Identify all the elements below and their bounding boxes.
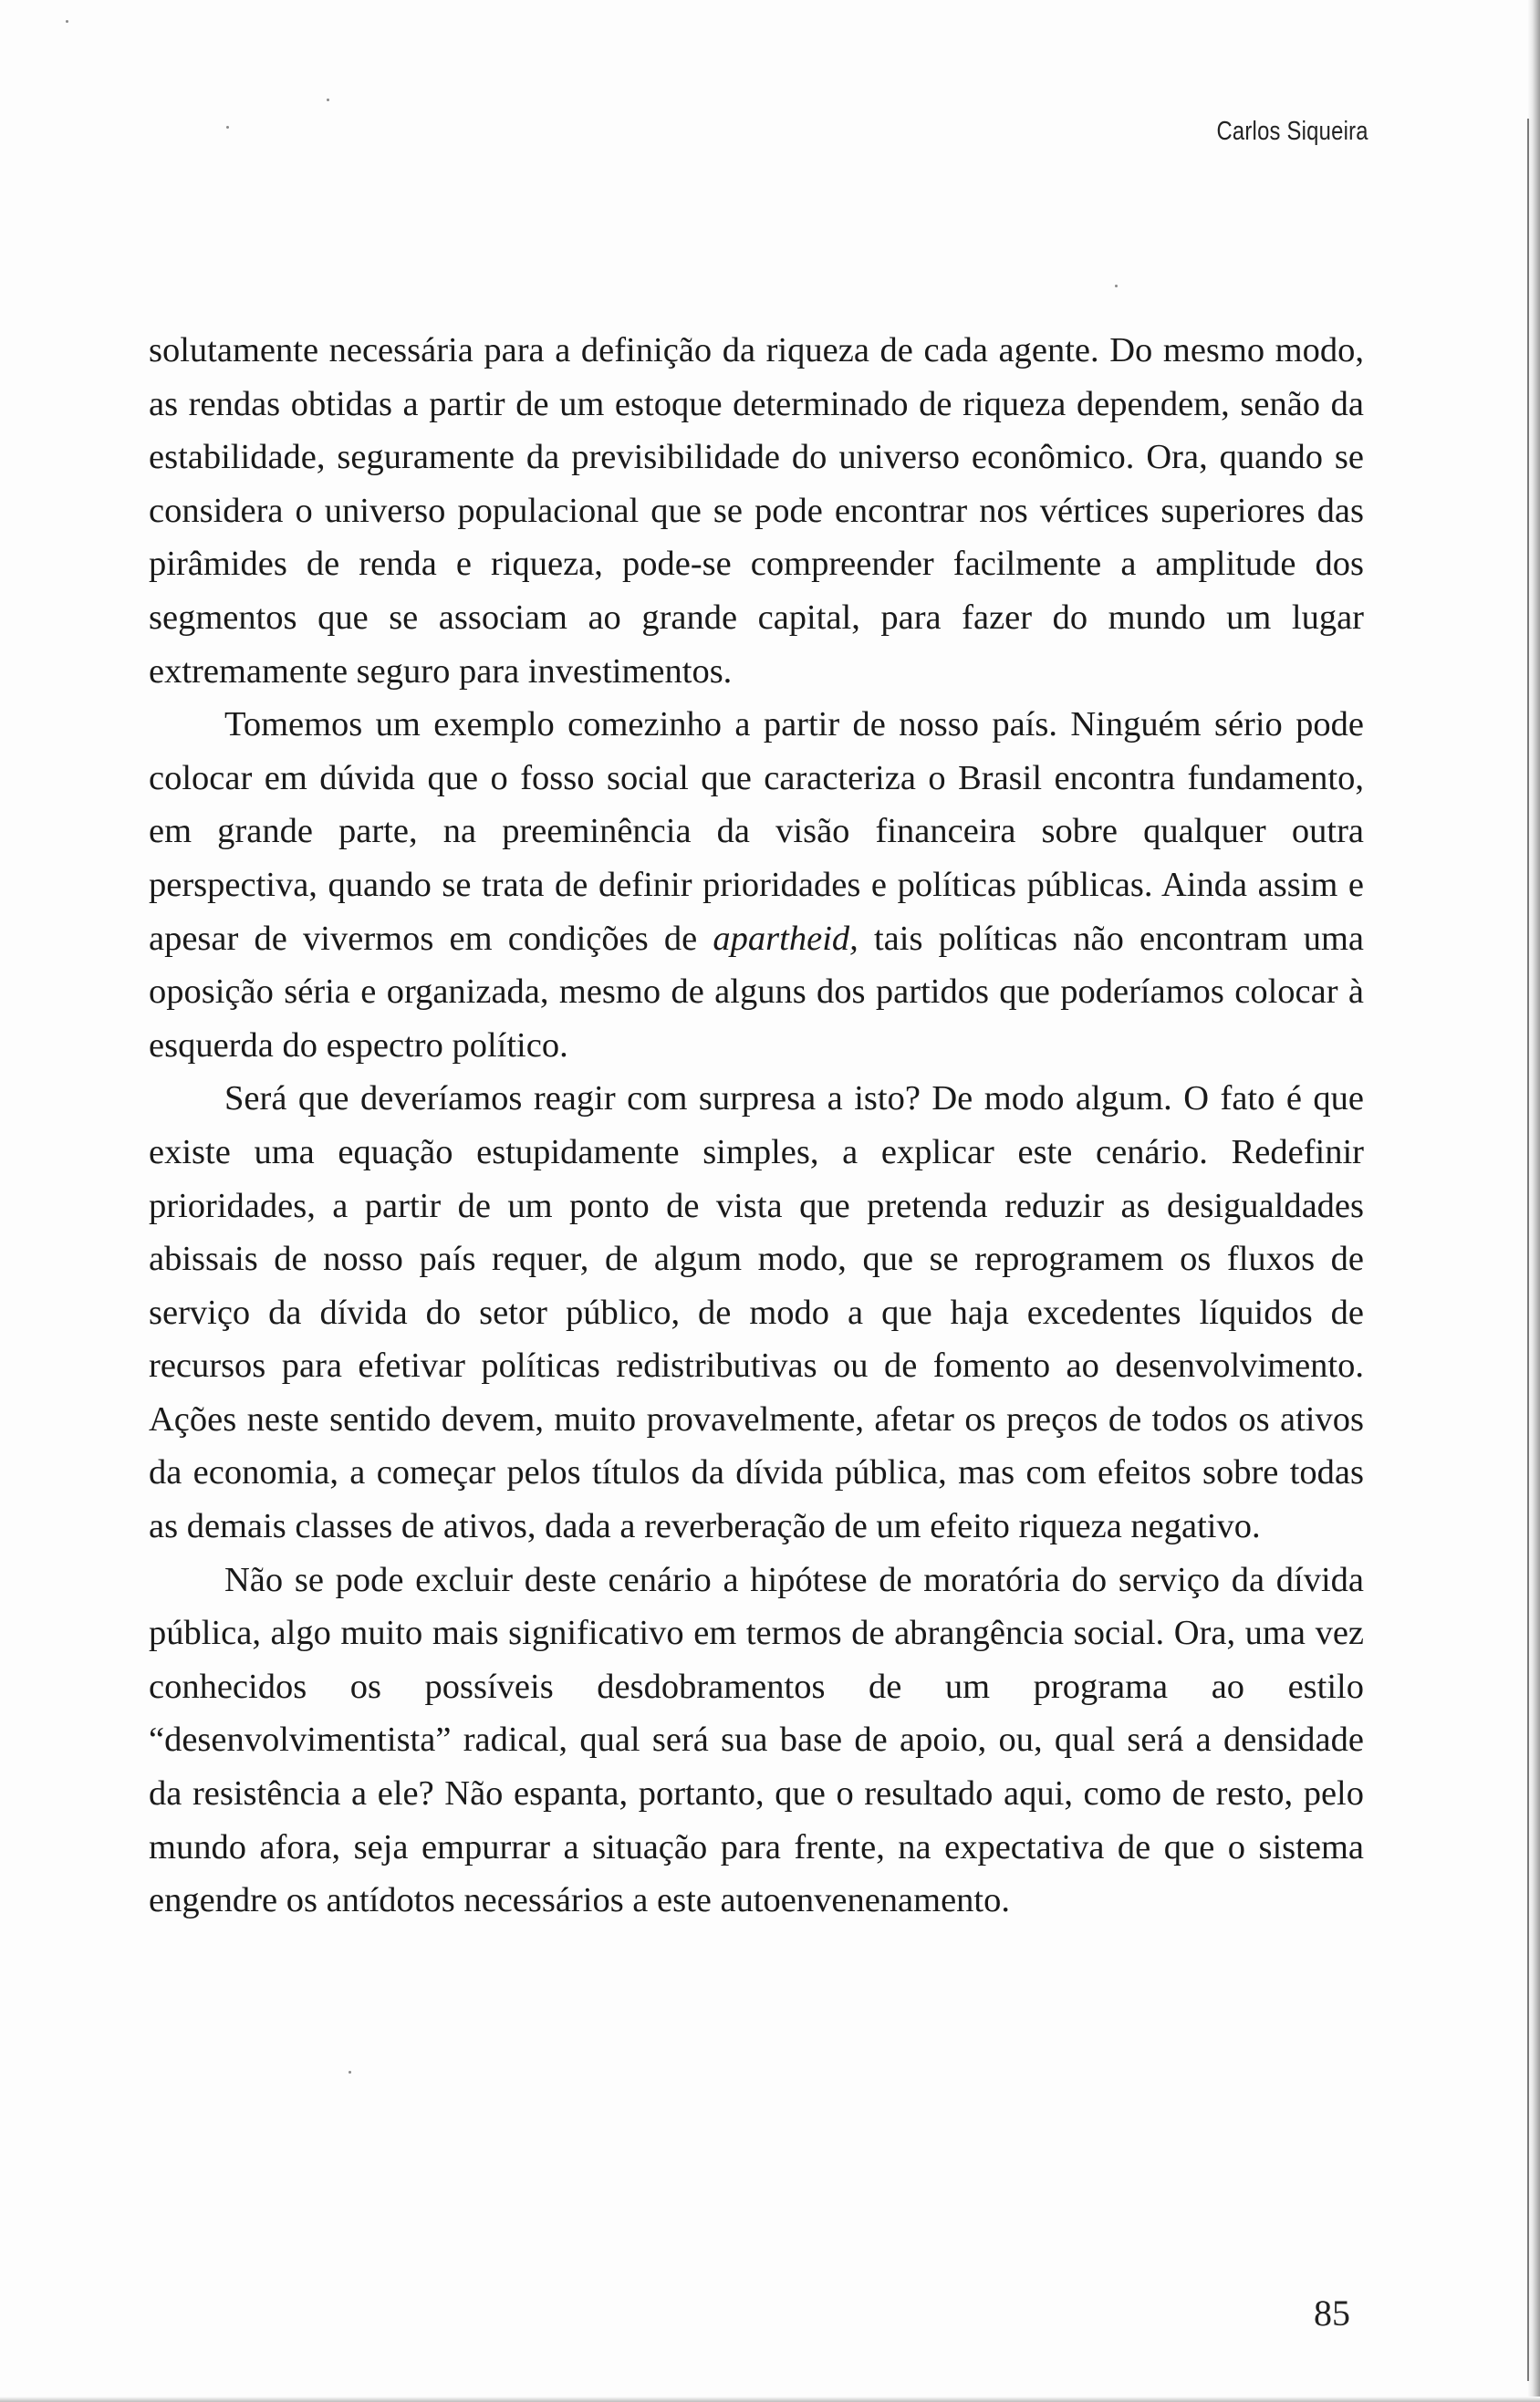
paragraph-continued: solutamente necessária para a definição da riqueza de cada agente. Do mesmo modo, as rendas obtidas a partir de um estoque determinado de riqueza dependem, senão da estabilidade, seguramente da previsibilidade do universo econômico. Ora, quando se considera o universo populacional que se pode encontrar nos vértices superiores das pirâmides de renda e riqueza, pode-se compreender facilmente a amplitude dos segmentos que se associam ao grande capital, para fazer do mundo um lugar extremamente seguro para investimentos. [149,331,1364,691]
page-number: 85 [1314,2293,1350,2334]
scan-speck [66,20,68,23]
scan-speck [1115,285,1118,287]
paragraph [149,698,1364,1072]
paragraph: Será que deveríamos reagir com surpresa a isto? De modo algum. O fato é que existe uma equação estupidamente simples, a explicar este cenário. Redefinir prioridades, a partir de um ponto de vista que pretenda reduzir as desigualdades abissais de nosso país requer, de algum modo, que se reprogramem os fluxos de serviço da dívida do setor público, de modo a que haja excedentes líquidos de recursos para efetivar políticas redistributivas ou de fomento ao desenvolvimento. Ações neste sentido devem, muito provavelmente, afetar os preços de todos os ativos da economia, a começar pelos títulos da dívida pública, mas com efeitos sobre todas as demais classes de ativos, dada a reverberação de um efeito riqueza negativo. [149,1079,1364,1546]
scan-shadow-line [1527,119,1529,2381]
body-text [149,324,1364,1928]
paragraph-text-before-emphasis: Tomemos um exemplo comezinho a partir de nosso país. Ninguém sério pode colocar em dúvida que o fosso social que caracteriza o Brasil encontra fundamento, em grande parte, na preeminência da visão financeira sobre qualquer outra perspectiva, quando se trata de definir prioridades e políticas públicas. Ainda assim e apesar de vivermos em condições de [149,705,1364,958]
running-header-author: Carlos Siqueira [1216,117,1368,146]
scan-edge-bottom [0,2397,1540,2402]
scan-speck [349,2071,351,2074]
paragraph-text-after-emphasis: tais políticas não encontram uma oposição séria e organizada, mesmo de alguns dos partidos que poderíamos colocar à esquerda do espectro político. [149,919,1364,1065]
scan-speck [327,99,329,101]
emphasis-apartheid: apartheid, [713,919,858,958]
scan-edge-right [1527,0,1540,2402]
scan-speck [226,126,229,129]
paragraph: Não se pode excluir deste cenário a hipótese de moratória do serviço da dívida pública, algo muito mais significativo em termos de abrangência social. Ora, uma vez conhecidos os possíveis desdobramentos de um programa ao estilo “desenvolvimentista” radical, qual será sua base de apoio, ou, qual será a densidade da resistência a ele? Não espanta, portanto, que o resultado aqui, como de resto, pelo mundo afora, seja empurrar a situação para frente, na expectativa de que o sistema engendre os antídotos necessários a este autoenvenenamento. [149,1560,1364,1920]
